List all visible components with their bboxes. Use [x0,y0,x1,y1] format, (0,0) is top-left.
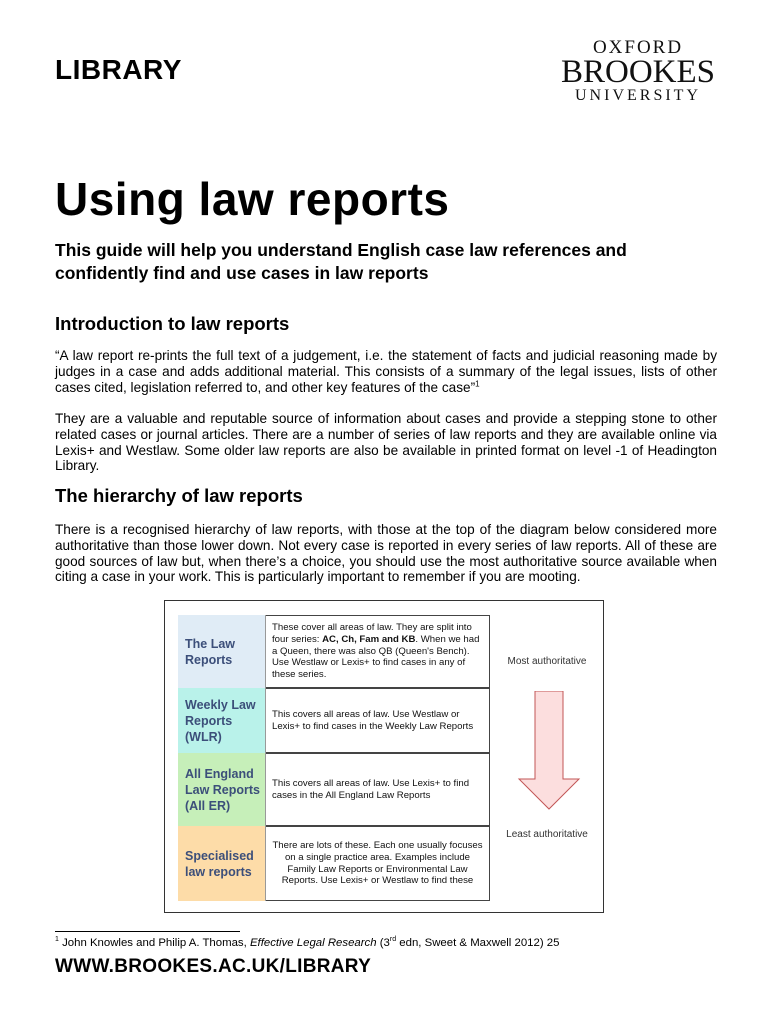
library-heading: LIBRARY [55,54,182,85]
hierarchy-diagram [164,600,604,913]
intro-quote-text: “A law report re-prints the full text of a judgement, i.e. the statement of facts and judicial reasoning made by judges in a case and adds additional material. This consists of a summary of the legal issues, lists of other cases cited, legislation referred to, and other key features of the case” [55,348,717,395]
intro-heading: Introduction to law reports [55,313,290,334]
least-authoritative-label: Least authoritative [506,829,588,840]
page-title: Using law reports [55,173,450,225]
row-description: This covers all areas of law. Use Lexis+ to find cases in the All England Law Reports [266,753,490,826]
page-subtitle: This guide will help you understand English case law references and confidently find and use cases in law reports [55,240,627,283]
footnote-ref: 1 [475,379,480,389]
row-label: All England Law Reports (All ER) [178,753,266,826]
row-description: This covers all areas of law. Use Westlaw or Lexis+ to find cases in the Weekly Law Reports [266,688,490,753]
row-description: There are lots of these. Each one usually focuses on a single practice area. Examples include Family Law Reports or Environmental Law Reports. Use Lexis+ or Westlaw to find these [266,826,490,901]
row-label: Weekly Law Reports (WLR) [178,688,266,753]
library-website-link[interactable]: WWW.BROOKES.AC.UK/LIBRARY [55,956,372,977]
row-label: The Law Reports [178,615,266,688]
diagram-row-law-reports [178,615,490,688]
logo-line-university: UNIVERSITY [575,87,701,104]
intro-quote [55,348,717,395]
oxford-brookes-logo [556,38,720,104]
hierarchy-heading: The hierarchy of law reports [55,485,303,506]
diagram-row-specialised [178,826,490,901]
hierarchy-paragraph: There is a recognised hierarchy of law reports, with those at the top of the diagram below considered more authoritative than those lower down. Not every case is reported in every series of law reports. All of these are good sources of law but, when there’s a choice, you should use the most authoritative source available when citing a case in your work. This is particularly important to remember if you are mooting. [55,522,717,585]
most-authoritative-label: Most authoritative [507,656,587,667]
diagram-row-wlr [178,688,490,753]
intro-paragraph: They are a valuable and reputable source of information about cases and provide a stepping stone to other related cases or journal articles. There are a number of series of law reports and they are available online via Lexis+ and Westlaw. Some older law reports are also be available in printed format on level -1 of Headington Library. [55,411,717,474]
logo-line-oxford: OXFORD [592,37,684,58]
footnote-divider [55,931,240,932]
row-label: Specialised law reports [178,826,266,901]
row-description: These cover all areas of law. They are split into four series: AC, Ch, Fam and KB. When we had a Queen, there was also QB (Queen's Bench). Use Westlaw or Lexis+ to find cases in any of these series. [266,615,490,688]
logo-line-brookes: BROOKES [560,54,716,90]
diagram-row-all-er [178,753,490,826]
footnote: $^1$ John Knowles and Philip A. Thomas, Effective Legal Research (3rd edn, Sweet & Maxwell 2012) 25 [55,936,560,949]
down-arrow-icon [517,691,581,811]
